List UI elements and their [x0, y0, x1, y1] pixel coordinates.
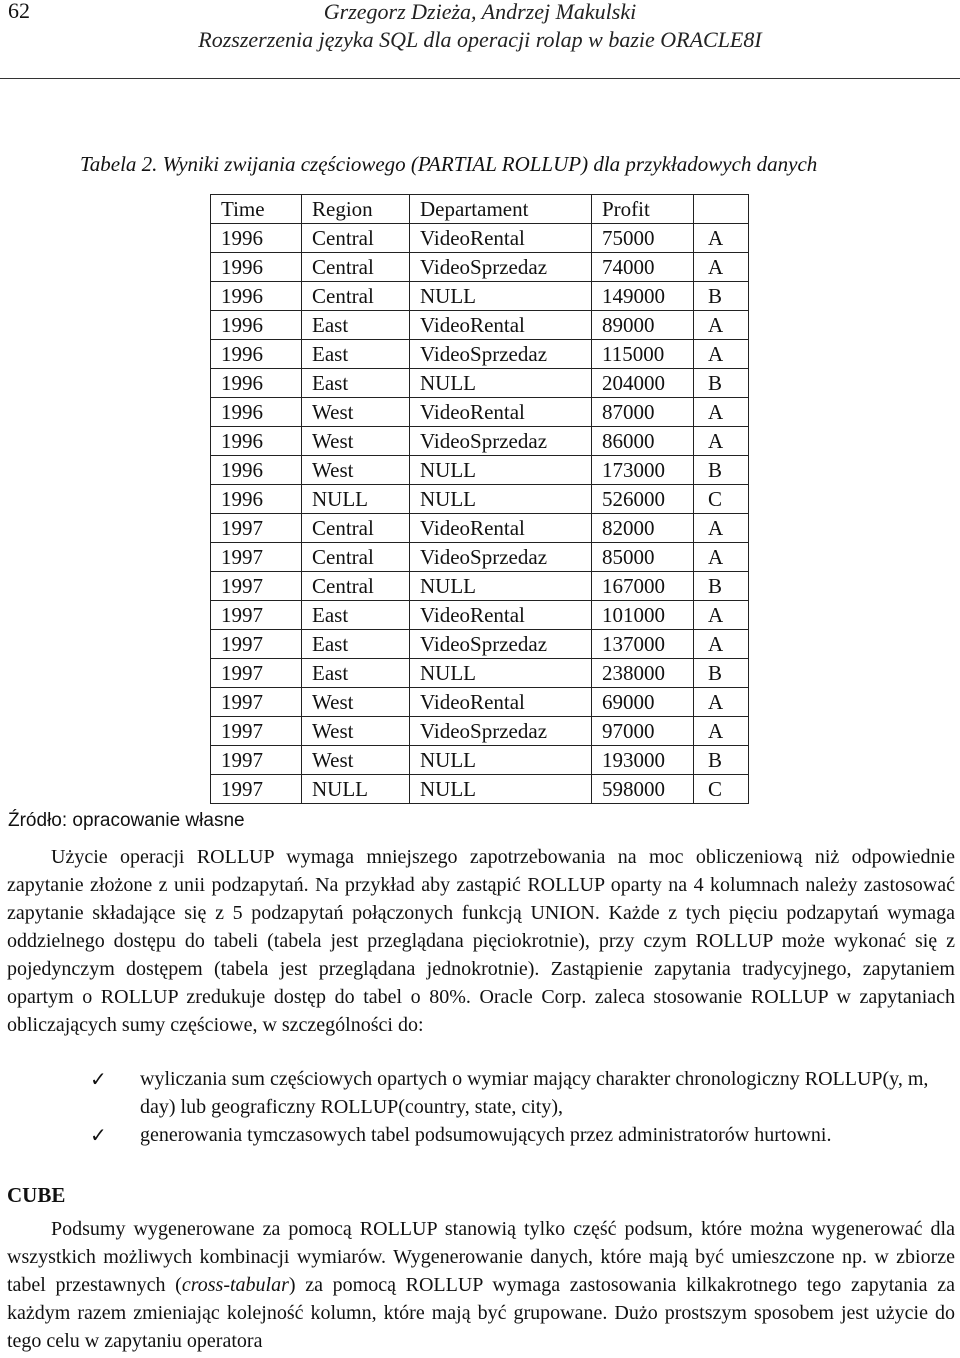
region-cell: East [302, 311, 410, 340]
level-cell: A [694, 311, 749, 340]
profit-cell: 87000 [592, 398, 694, 427]
profit-cell: 101000 [592, 601, 694, 630]
list-item-text: generowania tymczasowych tabel podsumowujących przez administratorów hurtowni. [140, 1124, 832, 1146]
region-cell: NULL [302, 775, 410, 804]
level-cell: C [694, 485, 749, 514]
region-cell: Central [302, 282, 410, 311]
time-cell: 1996 [211, 224, 302, 253]
department-cell: VideoSprzedaz [410, 340, 592, 369]
page-number: 62 [8, 0, 30, 23]
table-row [211, 543, 749, 572]
paragraph-rollup-usage: Użycie operacji ROLLUP wymaga mniejszego zapotrzebowania na moc obliczeniową niż odpowiednie zapytanie złożone z unii podzapytań. Na przykład aby zastąpić ROLLUP oparty na 4 kolumnach należy zastosować zapytanie składające się z 5 podzapytań połączonych funkcją UNION. Każde z tych pięciu podzapytań wymaga oddzielnego dostępu do tabeli (tabela jest przeglądana pięciokrotnie), przy czym ROLLUP może wykonać się z pojedynczym dostępem (tabela jest przeglądana jednokrotnie). Zastąpienie zapytania tradycyjnego, zapytaniem opartym o ROLLUP zredukuje dostęp do tabel o 80%. Oracle Corp. zaleca stosowanie ROLLUP w zapytaniach obliczających sumy częściowe, w szczególności do: [7, 846, 955, 1036]
level-cell: B [694, 282, 749, 311]
level-cell: B [694, 369, 749, 398]
profit-cell: 173000 [592, 456, 694, 485]
region-cell: East [302, 369, 410, 398]
table-source: Źródło: opracowanie własne [8, 810, 245, 831]
time-cell: 1997 [211, 601, 302, 630]
table-row [211, 282, 749, 311]
check-icon: ✓ [90, 1067, 107, 1091]
region-cell: East [302, 601, 410, 630]
profit-cell: 89000 [592, 311, 694, 340]
department-cell: VideoRental [410, 601, 592, 630]
department-cell: NULL [410, 572, 592, 601]
column-header: Time [211, 195, 302, 224]
level-cell: B [694, 456, 749, 485]
level-cell: A [694, 543, 749, 572]
time-cell: 1996 [211, 427, 302, 456]
time-cell: 1997 [211, 746, 302, 775]
level-cell: B [694, 659, 749, 688]
time-cell: 1996 [211, 456, 302, 485]
time-cell: 1997 [211, 514, 302, 543]
column-header: Profit [592, 195, 694, 224]
profit-cell: 74000 [592, 253, 694, 282]
profit-cell: 75000 [592, 224, 694, 253]
time-cell: 1996 [211, 282, 302, 311]
profit-cell: 85000 [592, 543, 694, 572]
level-cell: A [694, 717, 749, 746]
table-row [211, 775, 749, 804]
department-cell: NULL [410, 369, 592, 398]
paragraph-cube-text-start: Podsumy wygenerowane za pomocą ROLLUP stanowią tylko część podsum, które można wygenerować dla wszystkich możliwych kombinacji wymiarów. Wygenerowanie danych, które mają być umieszczone np. w zbiorze tabel przestawnych ( [7, 1218, 955, 1296]
rollup-use-list [0, 1065, 955, 1149]
running-head-title: Rozszerzenia języka SQL dla operacji rolap w bazie ORACLE8I [198, 27, 762, 52]
level-cell: B [694, 572, 749, 601]
profit-cell: 97000 [592, 717, 694, 746]
header-rule [0, 78, 960, 79]
table-row [211, 485, 749, 514]
table-row [211, 398, 749, 427]
department-cell: NULL [410, 282, 592, 311]
level-cell: C [694, 775, 749, 804]
department-cell: NULL [410, 485, 592, 514]
column-header [694, 195, 749, 224]
table-caption: Tabela 2. Wyniki zwijania częściowego (PARTIAL ROLLUP) dla przykładowych danych [80, 152, 818, 176]
profit-cell: 526000 [592, 485, 694, 514]
region-cell: West [302, 717, 410, 746]
results-table-body [211, 195, 749, 804]
region-cell: NULL [302, 485, 410, 514]
table-header-row [211, 195, 749, 224]
paragraph-cube-intro [7, 1215, 955, 1355]
region-cell: Central [302, 514, 410, 543]
list-item-text: wyliczania sum częściowych opartych o wymiar mający charakter chronologiczny ROLLUP(y, m, day) lub geograficzny ROLLUP(country, state, city), [140, 1068, 929, 1118]
department-cell: NULL [410, 775, 592, 804]
table-row [211, 224, 749, 253]
table-row [211, 456, 749, 485]
time-cell: 1997 [211, 572, 302, 601]
region-cell: Central [302, 224, 410, 253]
table-row [211, 659, 749, 688]
table-row [211, 746, 749, 775]
table-row [211, 514, 749, 543]
region-cell: West [302, 688, 410, 717]
time-cell: 1996 [211, 253, 302, 282]
region-cell: East [302, 630, 410, 659]
table-row [211, 253, 749, 282]
region-cell: West [302, 456, 410, 485]
department-cell: VideoSprzedaz [410, 630, 592, 659]
time-cell: 1997 [211, 659, 302, 688]
column-header: Departament [410, 195, 592, 224]
check-icon: ✓ [90, 1123, 107, 1147]
table-row [211, 717, 749, 746]
department-cell: NULL [410, 456, 592, 485]
region-cell: East [302, 340, 410, 369]
region-cell: West [302, 398, 410, 427]
time-cell: 1996 [211, 485, 302, 514]
time-cell: 1996 [211, 369, 302, 398]
level-cell: A [694, 601, 749, 630]
level-cell: B [694, 746, 749, 775]
level-cell: A [694, 514, 749, 543]
table-row [211, 340, 749, 369]
region-cell: Central [302, 572, 410, 601]
department-cell: NULL [410, 746, 592, 775]
department-cell: NULL [410, 659, 592, 688]
time-cell: 1996 [211, 340, 302, 369]
department-cell: VideoSprzedaz [410, 543, 592, 572]
department-cell: VideoRental [410, 688, 592, 717]
table-row [211, 688, 749, 717]
table-row [211, 601, 749, 630]
department-cell: VideoSprzedaz [410, 427, 592, 456]
level-cell: A [694, 340, 749, 369]
table-row [211, 369, 749, 398]
table-row [211, 630, 749, 659]
profit-cell: 69000 [592, 688, 694, 717]
profit-cell: 238000 [592, 659, 694, 688]
table-row [211, 427, 749, 456]
table-row [211, 311, 749, 340]
time-cell: 1997 [211, 543, 302, 572]
region-cell: West [302, 427, 410, 456]
level-cell: A [694, 253, 749, 282]
time-cell: 1997 [211, 717, 302, 746]
profit-cell: 115000 [592, 340, 694, 369]
department-cell: VideoRental [410, 224, 592, 253]
paragraph-cube-text-end: ) za pomocą ROLLUP wymaga zastosowania kilkakrotnego tego zapytania za każdym razem zmieniając kolejność kolumn, które mają być grupowane. Dużo prostszym sposobem jest użycie do tego celu w zapytaniu operatora [7, 1274, 955, 1352]
region-cell: Central [302, 543, 410, 572]
level-cell: A [694, 224, 749, 253]
paragraph-cube-italic-term: cross-tabular [181, 1274, 289, 1296]
time-cell: 1997 [211, 688, 302, 717]
profit-cell: 86000 [592, 427, 694, 456]
region-cell: Central [302, 253, 410, 282]
department-cell: VideoSprzedaz [410, 253, 592, 282]
profit-cell: 193000 [592, 746, 694, 775]
department-cell: VideoRental [410, 514, 592, 543]
profit-cell: 204000 [592, 369, 694, 398]
region-cell: East [302, 659, 410, 688]
profit-cell: 82000 [592, 514, 694, 543]
list-item [0, 1065, 955, 1121]
time-cell: 1996 [211, 311, 302, 340]
list-item [0, 1121, 955, 1149]
section-heading-cube: CUBE [7, 1183, 66, 1207]
time-cell: 1997 [211, 630, 302, 659]
profit-cell: 598000 [592, 775, 694, 804]
profit-cell: 149000 [592, 282, 694, 311]
running-head-authors: Grzegorz Dzieża, Andrzej Makulski [323, 0, 637, 24]
region-cell: West [302, 746, 410, 775]
profit-cell: 137000 [592, 630, 694, 659]
time-cell: 1996 [211, 398, 302, 427]
department-cell: VideoRental [410, 398, 592, 427]
running-head [150, 0, 810, 54]
results-table [210, 194, 749, 804]
table-row [211, 572, 749, 601]
profit-cell: 167000 [592, 572, 694, 601]
level-cell: A [694, 688, 749, 717]
time-cell: 1997 [211, 775, 302, 804]
column-header: Region [302, 195, 410, 224]
department-cell: VideoRental [410, 311, 592, 340]
level-cell: A [694, 630, 749, 659]
department-cell: VideoSprzedaz [410, 717, 592, 746]
level-cell: A [694, 398, 749, 427]
level-cell: A [694, 427, 749, 456]
